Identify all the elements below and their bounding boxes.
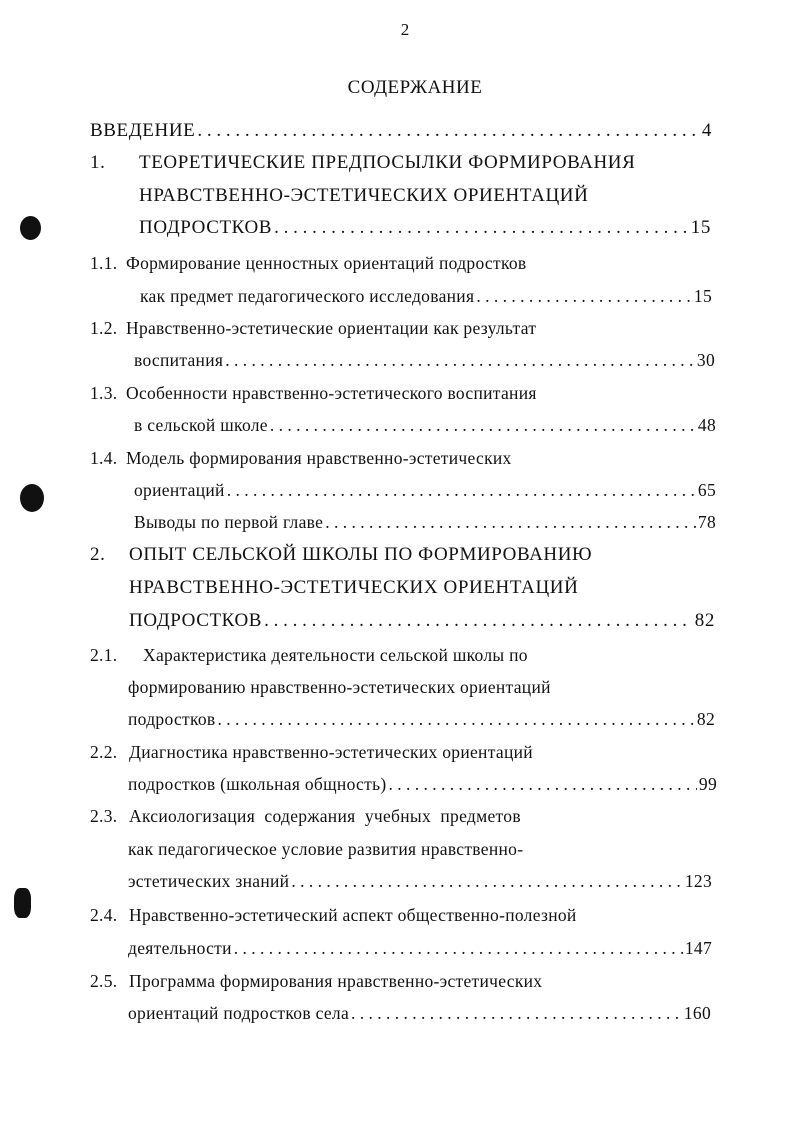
dot-leader — [291, 871, 683, 892]
chapter-title-line[interactable]: ТЕОРЕТИЧЕСКИЕ ПРЕДПОСЫЛКИ ФОРМИРОВАНИЯ — [139, 152, 636, 173]
entry-page: 30 — [696, 350, 715, 370]
section-title-line[interactable]: Программа формирования нравственно-эстетических — [129, 971, 543, 991]
entry-page: 99 — [698, 774, 717, 794]
chapter-number: 1. — [90, 152, 106, 173]
section-title-line[interactable]: Аксиологизация содержания учебных предметов — [129, 806, 521, 826]
section-number: 2.4. — [90, 905, 118, 925]
section-title-line[interactable]: Диагностика нравственно-эстетических ориентаций — [129, 742, 533, 762]
toc-entry-introduction[interactable] — [90, 120, 712, 142]
chapter-title-line[interactable]: НРАВСТВЕННО-ЭСТЕТИЧЕСКИХ ОРИЕНТАЦИЙ — [139, 185, 589, 206]
dot-leader — [351, 1003, 682, 1024]
section-number: 1.2. — [90, 318, 118, 338]
dot-leader — [264, 610, 693, 632]
section-number: 2.1. — [90, 645, 118, 665]
toc-entry-2-4[interactable] — [128, 938, 712, 959]
dot-leader — [476, 286, 692, 307]
entry-page: 160 — [683, 1003, 711, 1023]
dot-leader — [274, 217, 689, 239]
section-title-line[interactable]: как педагогическое условие развития нравственно- — [128, 839, 524, 859]
section-number: 2.3. — [90, 806, 118, 826]
section-title-line[interactable]: Модель формирования нравственно-эстетических — [126, 448, 512, 468]
page-number: 2 — [400, 20, 410, 39]
chapter-title-line[interactable]: НРАВСТВЕННО-ЭСТЕТИЧЕСКИХ ОРИЕНТАЦИЙ — [129, 577, 579, 598]
entry-title: подростков — [128, 709, 216, 729]
entry-page: 82 — [696, 709, 715, 729]
toc-entry-1-2[interactable] — [134, 350, 715, 371]
section-title-line[interactable]: Особенности нравственно-эстетического воспитания — [126, 383, 537, 403]
entry-title: эстетических знаний — [128, 871, 290, 891]
section-number: 1.1. — [90, 253, 118, 273]
toc-entry-1-1[interactable] — [140, 286, 712, 307]
toc-entry-2-1[interactable] — [128, 709, 715, 730]
entry-title: воспитания — [134, 350, 224, 370]
entry-title: ориентаций подростков села — [128, 1003, 350, 1023]
entry-title: ПОДРОСТКОВ — [129, 610, 263, 631]
entry-title: подростков (школьная общность) — [128, 774, 387, 794]
dot-leader — [270, 415, 696, 436]
entry-page: 123 — [684, 871, 712, 891]
entry-title: ВВЕДЕНИЕ — [90, 120, 196, 141]
section-title-line[interactable]: Формирование ценностных ориентаций подростков — [126, 253, 527, 273]
toc-entry-1-4[interactable] — [134, 480, 716, 501]
entry-page: 65 — [697, 480, 716, 500]
dot-leader — [325, 512, 696, 533]
punch-hole-mark — [20, 484, 44, 512]
section-number: 2.2. — [90, 742, 118, 762]
toc-entry-chapter-2[interactable] — [129, 610, 715, 632]
punch-hole-mark — [20, 216, 41, 240]
entry-title: Выводы по первой главе — [134, 512, 324, 532]
entry-title: деятельности — [128, 938, 232, 958]
section-number: 1.3. — [90, 383, 118, 403]
chapter-title-line[interactable]: ОПЫТ СЕЛЬСКОЙ ШКОЛЫ ПО ФОРМИРОВАНИЮ — [129, 544, 593, 565]
punch-hole-mark — [14, 888, 31, 918]
entry-page: 78 — [697, 512, 716, 532]
toc-entry-chapter-1[interactable] — [139, 217, 711, 239]
section-number: 2.5. — [90, 971, 118, 991]
dot-leader — [234, 938, 683, 959]
dot-leader — [197, 120, 700, 142]
entry-title: ПОДРОСТКОВ — [139, 217, 273, 238]
toc-entry-2-2[interactable] — [128, 774, 717, 795]
entry-title: как предмет педагогического исследования — [140, 286, 475, 306]
entry-page: 4 — [701, 120, 712, 141]
entry-title: в сельской школе — [134, 415, 268, 435]
section-title-line[interactable]: Нравственно-эстетические ориентации как результат — [126, 318, 537, 338]
entry-title: ориентаций — [134, 480, 225, 500]
entry-page: 48 — [697, 415, 716, 435]
dot-leader — [225, 350, 695, 371]
entry-page: 15 — [693, 286, 712, 306]
toc-title: СОДЕРЖАНИЕ — [347, 77, 483, 98]
chapter-number: 2. — [90, 544, 106, 565]
section-title-line[interactable]: Нравственно-эстетический аспект общественно-полезной — [129, 905, 577, 925]
toc-entry-1-3[interactable] — [134, 415, 716, 436]
section-title-line[interactable]: Характеристика деятельности сельской школы по — [143, 645, 528, 665]
section-title-line[interactable]: формированию нравственно-эстетических ориентаций — [128, 677, 551, 697]
dot-leader — [227, 480, 696, 501]
section-number: 1.4. — [90, 448, 118, 468]
dot-leader — [218, 709, 695, 730]
entry-page: 147 — [684, 938, 712, 958]
entry-page: 82 — [694, 610, 715, 631]
dot-leader — [388, 774, 696, 795]
toc-entry-2-3[interactable] — [128, 871, 712, 892]
toc-entry-conclusions-1[interactable] — [134, 512, 716, 533]
entry-page: 15 — [690, 217, 711, 238]
toc-entry-2-5[interactable] — [128, 1003, 711, 1024]
